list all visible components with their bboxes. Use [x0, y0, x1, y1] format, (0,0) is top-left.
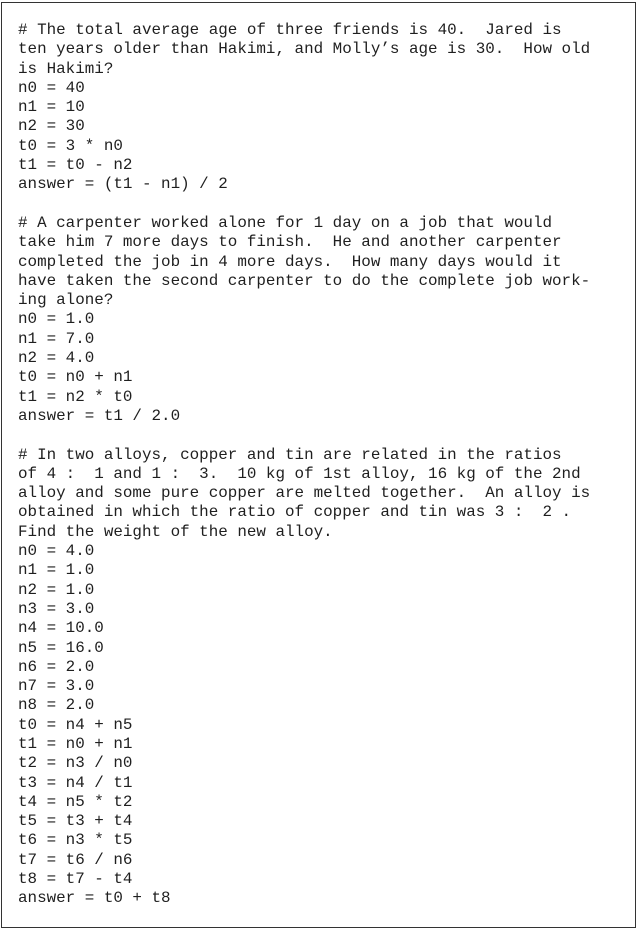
- code-line: t7 = t6 / n6: [18, 850, 133, 869]
- code-line: # In two alloys, copper and tin are related in the ratios: [18, 445, 562, 464]
- code-line: have taken the second carpenter to do the complete job work-: [18, 271, 591, 290]
- code-line: n0 = 4.0: [18, 542, 95, 561]
- code-line: Find the weight of the new alloy.: [18, 522, 333, 541]
- code-line: n6 = 2.0: [18, 657, 95, 676]
- code-line: t1 = n2 * t0: [18, 387, 133, 406]
- code-line: n4 = 10.0: [18, 619, 104, 638]
- code-line: completed the job in 4 more days. How many days would it: [18, 252, 562, 271]
- code-line: n5 = 16.0: [18, 638, 104, 657]
- code-line: answer = (t1 - n1) / 2: [18, 175, 228, 194]
- code-line: answer = t1 / 2.0: [18, 406, 181, 425]
- code-line: take him 7 more days to finish. He and another carpenter: [18, 233, 562, 252]
- code-line: n8 = 2.0: [18, 696, 95, 715]
- code-line: t6 = n3 * t5: [18, 831, 133, 850]
- code-line: t3 = n4 / t1: [18, 773, 133, 792]
- code-line: n1 = 10: [18, 98, 85, 117]
- code-line: n1 = 7.0: [18, 329, 95, 348]
- code-line: t8 = t7 - t4: [18, 870, 133, 889]
- code-line: is Hakimi?: [18, 59, 114, 78]
- code-line: # The total average age of three friends is 40. Jared is: [18, 21, 562, 39]
- code-line: n0 = 40: [18, 78, 85, 97]
- code-line: t0 = n4 + n5: [18, 715, 133, 734]
- blank-line: [18, 195, 635, 214]
- code-line: t0 = n0 + n1: [18, 368, 133, 387]
- code-line: alloy and some pure copper are melted together. An alloy is: [18, 484, 591, 503]
- code-line: n2 = 30: [18, 117, 85, 136]
- code-line: obtained in which the ratio of copper and tin was 3 : 2 .: [18, 503, 572, 522]
- code-line: n2 = 4.0: [18, 349, 95, 368]
- code-line: # A carpenter worked alone for 1 day on a job that would: [18, 213, 553, 232]
- code-line: n0 = 1.0: [18, 310, 95, 329]
- code-line: t1 = t0 - n2: [18, 156, 133, 175]
- code-line: t1 = n0 + n1: [18, 734, 133, 753]
- code-line: n7 = 3.0: [18, 677, 95, 696]
- code-line: of 4 : 1 and 1 : 3. 10 kg of 1st alloy, 16 kg of the 2nd: [18, 464, 581, 483]
- code-line: ten years older than Hakimi, and Molly’s age is 30. How old: [18, 40, 591, 59]
- code-line: answer = t0 + t8: [18, 889, 171, 908]
- code-line: n1 = 1.0: [18, 561, 95, 580]
- code-line: n2 = 1.0: [18, 580, 95, 599]
- blank-line: [18, 426, 635, 445]
- code-line: t2 = n3 / n0: [18, 754, 133, 773]
- code-line: t0 = 3 * n0: [18, 136, 123, 155]
- code-line: t4 = n5 * t2: [18, 792, 133, 811]
- code-listing: [1, 2, 636, 928]
- code-line: ing alone?: [18, 291, 114, 310]
- code-line: t5 = t3 + t4: [18, 812, 133, 831]
- code-line: n3 = 3.0: [18, 599, 95, 618]
